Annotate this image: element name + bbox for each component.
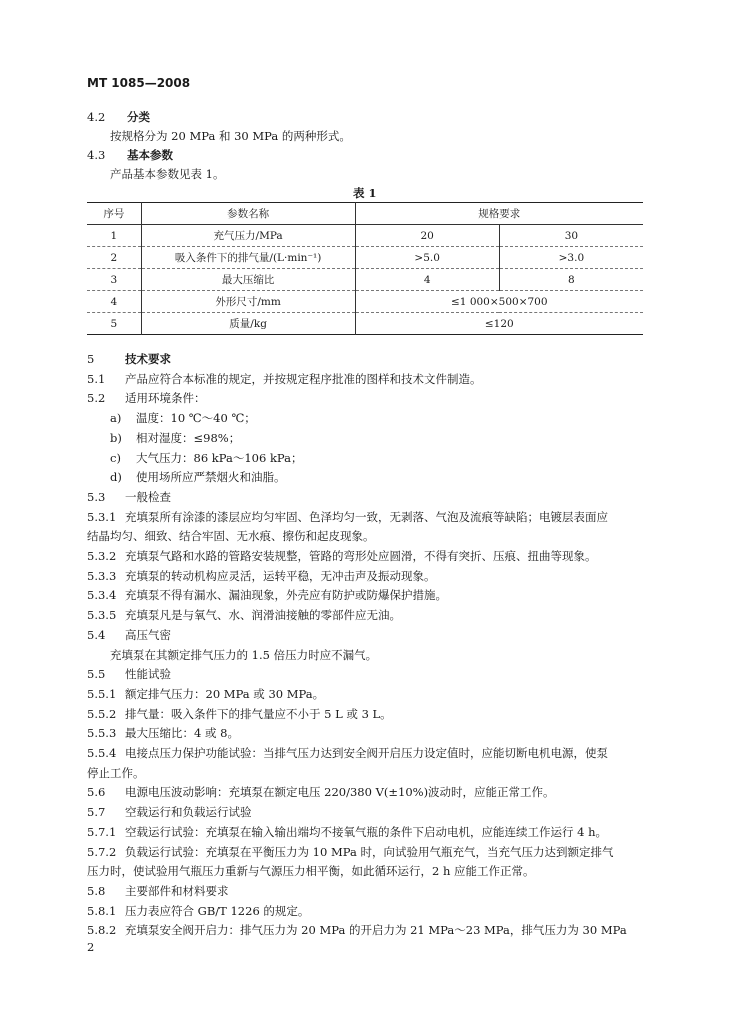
table-header-row — [87, 203, 643, 225]
clause-text: 适用环境条件： — [125, 391, 206, 406]
list-item — [110, 470, 286, 484]
clause-line — [87, 588, 447, 602]
table-caption: 表 1 — [353, 186, 377, 200]
clause-text: 充填泵在其额定排气压力的 1.5 倍压力时应不漏气。 — [110, 647, 378, 662]
clause-text: 高压气密 — [125, 627, 171, 642]
clause-number: 5.1 — [87, 371, 106, 386]
cell-parameter: 充气压力/MPa — [141, 225, 355, 247]
cell-spec-b: 8 — [499, 269, 643, 291]
clause-text: 充填泵所有涂漆的漆层应均匀牢固、色泽均匀一致，无剥落、气泡及流痕等缺陷；电镀层表面应 — [125, 509, 608, 524]
clause-text: 结晶均匀、细致、结合牢固、无水痕、擦伤和起皮现象。 — [87, 529, 375, 544]
clause-number: c) — [110, 450, 121, 465]
clause-number: 5.7.1 — [87, 824, 117, 839]
clause-number: 5.3.1 — [87, 509, 117, 524]
list-item — [110, 451, 303, 465]
clause-text: 充填泵不得有漏水、漏油现象，外壳应有防护或防爆保护措施。 — [125, 588, 447, 603]
cell-spec-b: >3.0 — [499, 247, 643, 269]
clause-line — [87, 726, 239, 740]
section-4-3-body: 产品基本参数见表 1。 — [110, 167, 225, 181]
clause-number: 5.5.1 — [87, 686, 117, 701]
clause-text: 使用场所应严禁烟火和油脂。 — [136, 470, 286, 485]
body-line-continuation — [87, 864, 535, 878]
clause-line — [87, 490, 171, 504]
cell-number: 5 — [110, 317, 118, 330]
cell-number: 3 — [87, 269, 141, 291]
clause-line — [87, 845, 613, 859]
clause-text: 停止工作。 — [87, 765, 145, 780]
table-row — [87, 225, 643, 247]
clause-line — [87, 923, 627, 937]
clause-number: 5.3.4 — [87, 588, 117, 603]
clause-number: 5.5.2 — [87, 706, 117, 721]
clause-line — [87, 628, 171, 642]
clause-text: 压力表应符合 GB/T 1226 的规定。 — [125, 903, 310, 918]
clause-line — [87, 785, 555, 799]
body-line-continuation — [110, 648, 377, 662]
clause-text: 技术要求 — [125, 352, 171, 366]
cell-spec-merged: ≤120 — [355, 313, 643, 335]
header-cell-number: 序号 — [87, 203, 141, 225]
section-number: 4.3 — [87, 148, 106, 162]
cell-spec-b: 30 — [499, 225, 643, 247]
clause-line — [87, 884, 229, 898]
section-number: 4.2 — [87, 110, 106, 124]
table-row — [87, 247, 643, 269]
clause-text: 充填泵的转动机构应灵活，运转平稳，无冲击声及振动现象。 — [125, 568, 436, 583]
clause-number: 5 — [87, 352, 95, 366]
clause-line — [87, 825, 607, 839]
clause-number: 5.3.5 — [87, 608, 117, 623]
clause-number: 5.4 — [87, 627, 106, 642]
clause-text: 排气量：吸入条件下的排气量应不小于 5 L 或 3 L。 — [125, 706, 392, 721]
list-item — [110, 411, 256, 425]
cell-spec-merged: ≤1 000×500×700 — [355, 291, 643, 313]
clause-text: 充填泵安全阀开启力：排气压力为 20 MPa 的开启力为 21 MPa～23 MPa，排气压力为 30 MPa — [125, 923, 627, 938]
clause-line — [87, 569, 436, 583]
section-4-2-heading — [87, 110, 150, 124]
clause-number: 5.3 — [87, 489, 106, 504]
cell-number: 1 — [87, 225, 141, 247]
cell-parameter: 外形尺寸/mm — [141, 291, 355, 313]
clause-text: 温度：10 ℃～40 ℃； — [136, 411, 256, 426]
clause-number: 5.8.1 — [87, 903, 117, 918]
table-row — [87, 313, 643, 335]
clause-number: 5.6 — [87, 785, 106, 800]
clause-number: d) — [110, 470, 122, 485]
cell-number: 4 — [87, 291, 141, 313]
page-number: 2 — [87, 940, 95, 954]
clause-text: 额定排气压力：20 MPa 或 30 MPa。 — [125, 686, 325, 701]
clause-number: 5.5.4 — [87, 746, 117, 760]
clause-line — [87, 372, 482, 386]
clause-number: b) — [110, 430, 122, 445]
clause-number: 5.5 — [87, 667, 106, 682]
clause-number: 5.8.2 — [87, 923, 117, 938]
clause-text: 电源电压波动影响：充填泵在额定电压 220/380 V(±10%)波动时，应能正常工作。 — [125, 785, 555, 800]
cell-parameter: 吸入条件下的排气量/(L·min⁻¹) — [141, 247, 355, 269]
clause-line — [87, 687, 324, 701]
clause-text: 性能试验 — [125, 667, 171, 682]
section-title: 基本参数 — [127, 148, 173, 162]
clause-text: 一般检查 — [125, 489, 171, 504]
table-row — [87, 269, 643, 291]
clause-text: 空载运行试验：充填泵在输入输出端均不接氧气瓶的条件下启动电机，应能连续工作运行 4 h。 — [125, 824, 608, 839]
table-row — [87, 291, 643, 313]
clause-line — [87, 391, 206, 405]
clause-text: 负载运行试验：充填泵在平衡压力为 10 MPa 时，向试验用气瓶充气，当充气压力达到额定排气 — [125, 844, 614, 859]
body-line-continuation — [87, 766, 145, 780]
list-item — [110, 431, 240, 445]
cell-spec-a: >5.0 — [355, 247, 499, 269]
clause-line — [87, 707, 392, 721]
clause-text: 相对湿度：≤98%； — [136, 430, 241, 445]
cell-number: 2 — [87, 247, 141, 269]
cell-parameter: 最大压缩比 — [141, 269, 355, 291]
clause-line — [87, 746, 608, 760]
clause-line — [87, 667, 171, 681]
clause-number: 5.8 — [87, 883, 106, 898]
clause-text: 主要部件和材料要求 — [125, 883, 229, 898]
clause-number: 5.2 — [87, 391, 106, 406]
section-4-3-heading — [87, 148, 173, 162]
clause-number: 5.3.3 — [87, 568, 117, 583]
clause-text: 最大压缩比：4 或 8。 — [125, 726, 239, 741]
header-cell-spec: 规格要求 — [355, 203, 643, 225]
clause-number: 5.7 — [87, 805, 106, 820]
clause-number: 5.3.2 — [87, 549, 117, 563]
body-line-continuation — [87, 529, 375, 543]
clause-line — [87, 549, 597, 563]
clause-text: 压力时，使试验用气瓶压力重新与气源压力相平衡，如此循环运行，2 h 应能工作正常。 — [87, 864, 535, 879]
clause-text: 充填泵气路和水路的管路安装规整，管路的弯形处应圆滑，不得有突折、压痕、扭曲等现象。 — [125, 549, 597, 563]
header-cell-parameter: 参数名称 — [141, 203, 355, 225]
clause-line — [87, 352, 171, 366]
cell-parameter: 质量/kg — [141, 313, 355, 335]
clause-text: 空载运行和负载运行试验 — [125, 805, 252, 820]
clause-text: 产品应符合本标准的规定，并按规定程序批准的图样和技术文件制造。 — [125, 371, 482, 386]
section-4-2-body: 按规格分为 20 MPa 和 30 MPa 的两种形式。 — [110, 129, 351, 143]
document-id: MT 1085—2008 — [87, 76, 191, 90]
cell-spec-a: 4 — [355, 269, 499, 291]
clause-line — [87, 805, 252, 819]
clause-text: 大气压力：86 kPa～106 kPa； — [136, 450, 303, 465]
section-title: 分类 — [127, 110, 150, 124]
parameter-table — [87, 202, 643, 335]
cell-spec-a: 20 — [355, 225, 499, 247]
clause-number: a) — [110, 411, 122, 426]
clause-text: 电接点压力保护功能试验：当排气压力达到安全阀开启压力设定值时，应能切断电机电源，使泵 — [125, 746, 608, 760]
clause-text: 充填泵凡是与氧气、水、润滑油接触的零部件应无油。 — [125, 608, 401, 623]
clause-line — [87, 608, 401, 622]
clause-line — [87, 510, 608, 524]
clause-number: 5.7.2 — [87, 844, 117, 859]
clause-line — [87, 904, 309, 918]
clause-number: 5.5.3 — [87, 726, 117, 741]
